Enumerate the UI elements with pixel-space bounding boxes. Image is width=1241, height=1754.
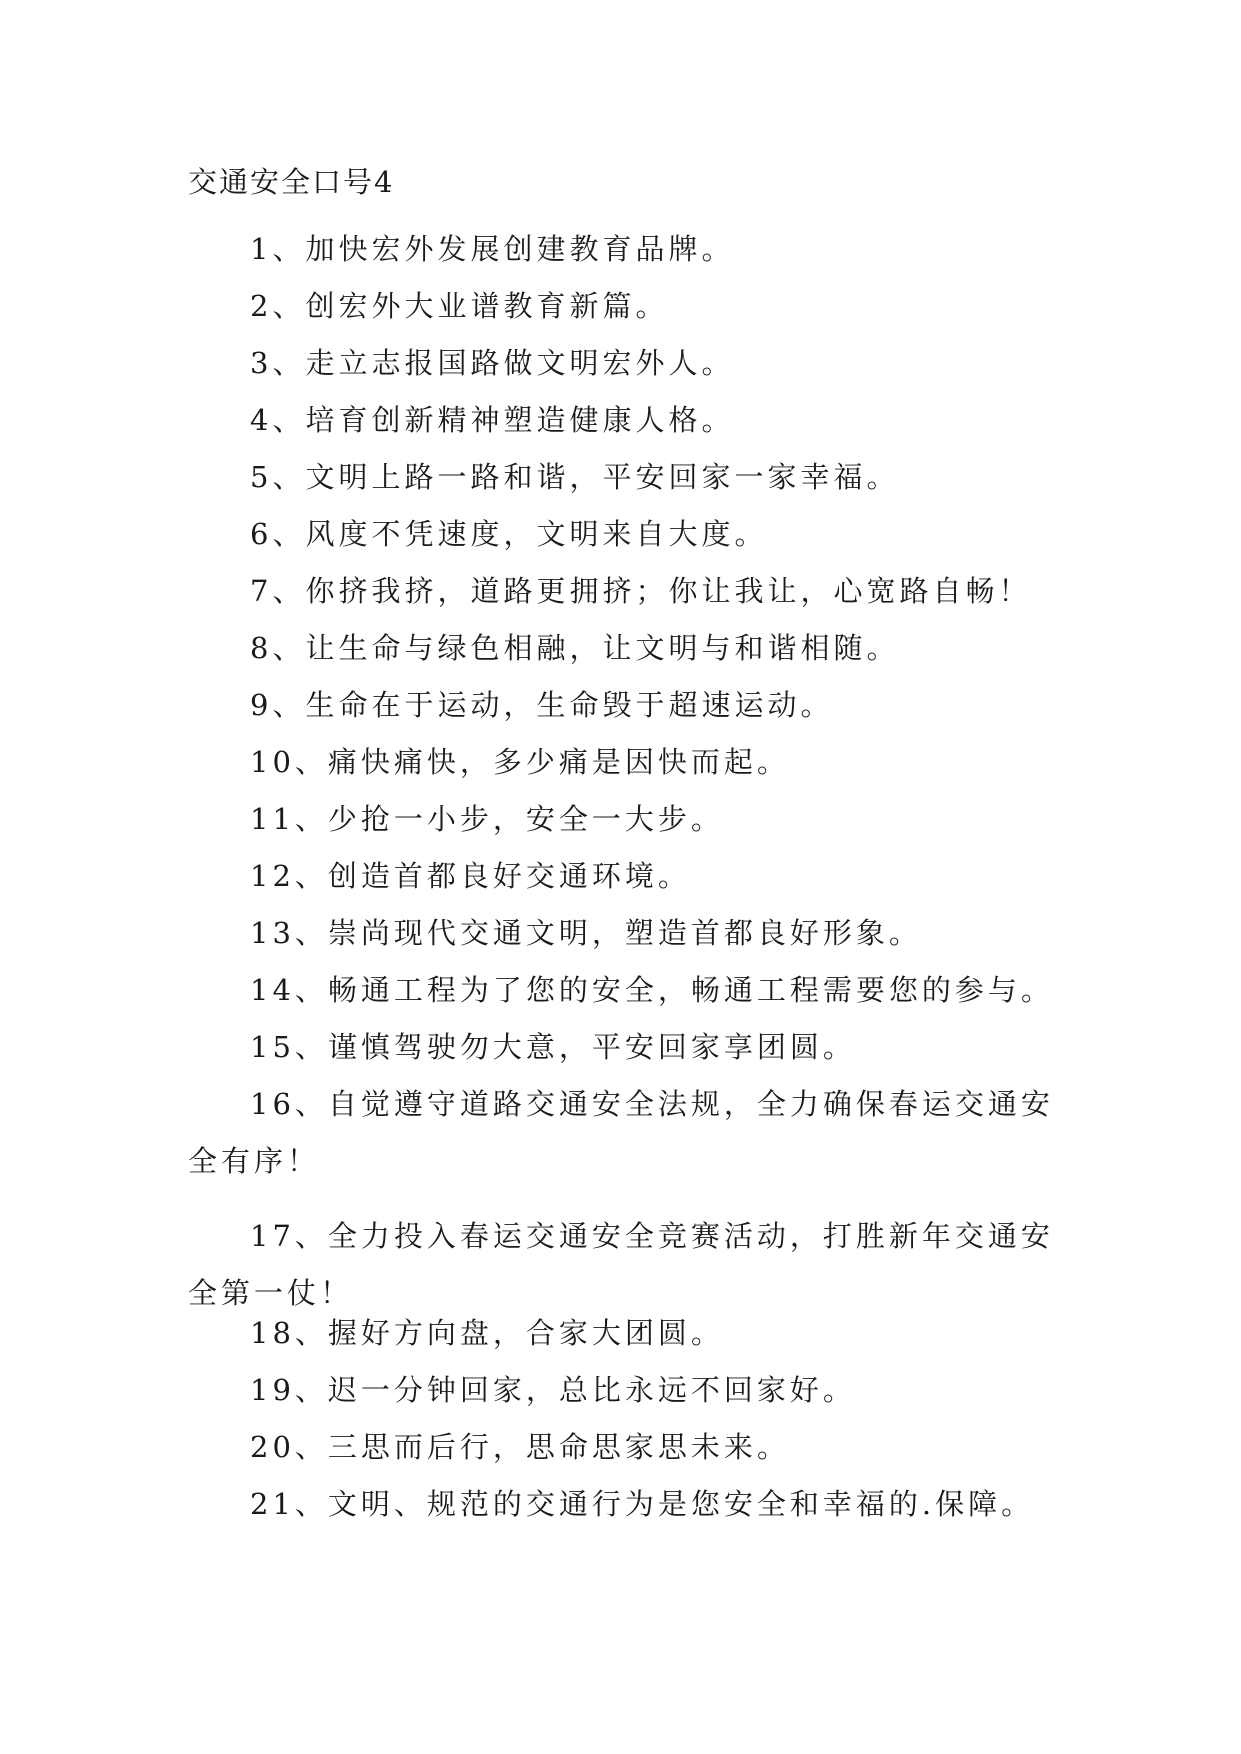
list-item: 4、培育创新精神塑造健康人格。 — [250, 403, 735, 437]
list-item: 9、生命在于运动，生命毁于超速运动。 — [250, 688, 834, 722]
list-item: 20、三思而后行，思命思家思未来。 — [250, 1430, 790, 1464]
list-item: 7、你挤我挤，道路更拥挤；你让我让，心宽路自畅！ — [250, 574, 1032, 608]
list-item: 3、走立志报国路做文明宏外人。 — [250, 346, 735, 380]
list-item: 2、创宏外大业谱教育新篇。 — [250, 289, 669, 323]
list-item: 16、自觉遵守道路交通安全法规，全力确保春运交通安全有序！ — [188, 1087, 1054, 1178]
list-item: 5、文明上路一路和谐，平安回家一家幸福。 — [250, 460, 900, 494]
list-item: 12、创造首都良好交通环境。 — [250, 859, 691, 893]
list-item: 21、文明、规范的交通行为是您安全和幸福的.保障。 — [250, 1487, 1035, 1521]
list-item: 1、加快宏外发展创建教育品牌。 — [250, 232, 735, 266]
list-item: 17、全力投入春运交通安全竞赛活动，打胜新年交通安全第一仗！ — [188, 1219, 1054, 1310]
list-item: 13、崇尚现代交通文明，塑造首都良好形象。 — [250, 916, 922, 950]
list-item: 19、迟一分钟回家，总比永远不回家好。 — [250, 1373, 856, 1407]
list-item: 15、谨慎驾驶勿大意，平安回家享团圆。 — [250, 1030, 856, 1064]
list-item: 18、握好方向盘，合家大团圆。 — [250, 1316, 724, 1350]
list-item: 6、风度不凭速度，文明来自大度。 — [250, 517, 768, 551]
list-item: 10、痛快痛快，多少痛是因快而起。 — [250, 745, 790, 779]
list-item: 8、让生命与绿色相融，让文明与和谐相随。 — [250, 631, 900, 665]
list-item: 11、少抢一小步，安全一大步。 — [250, 802, 724, 836]
list-item: 14、畅通工程为了您的安全，畅通工程需要您的参与。 — [250, 973, 1054, 1007]
document-title: 交通安全口号4 — [188, 165, 395, 199]
